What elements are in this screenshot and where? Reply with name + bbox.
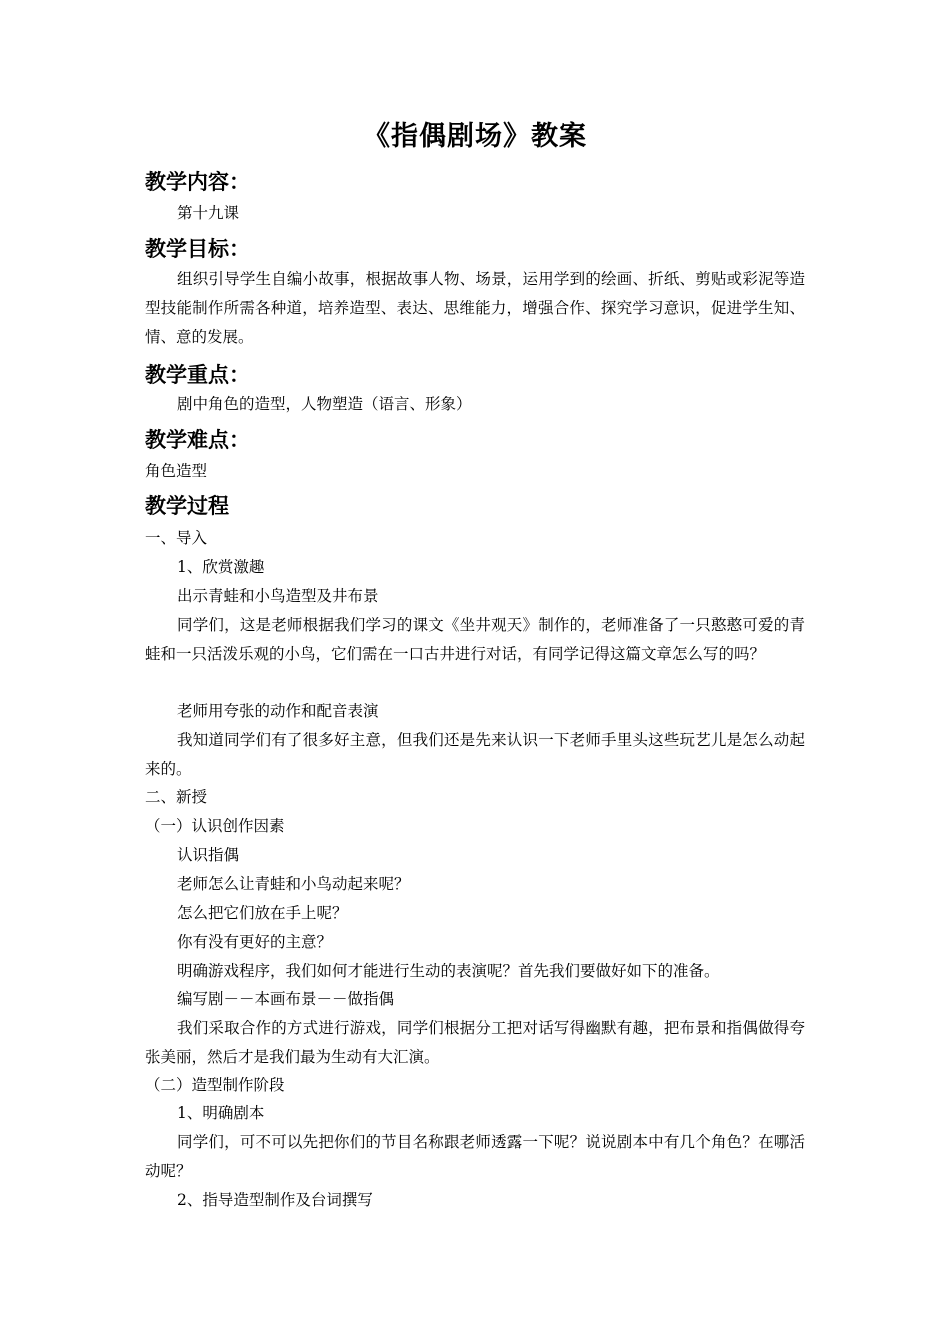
process-paragraph: 我们采取合作的方式进行游戏，同学们根据分工把对话写得幽默有趣，把布景和指偶做得夸张美丽，然后才是我们最为生动有大汇演。: [145, 1019, 805, 1066]
process-step-appreciate: 1、欣赏激趣: [177, 558, 265, 576]
process-paragraph: 同学们，可不可以先把你们的节目名称跟老师透露一下呢？说说剧本中有几个角色？在哪活动呢？: [145, 1133, 805, 1180]
process-paragraph: 老师怎么让青蛙和小鸟动起来呢？: [177, 875, 410, 893]
heading-teaching-content: 教学内容：: [145, 170, 250, 194]
process-paragraph: 怎么把它们放在手上呢？: [177, 904, 348, 922]
heading-teaching-process: 教学过程: [145, 494, 229, 518]
paragraph-teaching-content: 第十九课: [177, 204, 240, 222]
process-paragraph: 出示青蛙和小鸟造型及井布景: [177, 587, 379, 605]
process-subsection-2: （二）造型制作阶段: [145, 1076, 285, 1094]
paragraph-teaching-difficulty: 角色造型: [145, 462, 208, 480]
process-paragraph: 老师用夸张的动作和配音表演: [177, 702, 379, 720]
paragraph-teaching-focus: 剧中角色的造型，人物塑造（语言、形象）: [177, 395, 472, 413]
process-section-new: 二、新授: [145, 788, 208, 806]
paragraph-teaching-goal: 组织引导学生自编小故事，根据故事人物、场景，运用学到的绘画、折纸、剪贴或彩泥等造型技能制作所需各种道，培养造型、表达、思维能力，增强合作、探究学习意识，促进学生知、情、意的发展。: [145, 270, 805, 346]
process-subsection-1: （一）认识创作因素: [145, 817, 285, 835]
process-paragraph: 你有没有更好的主意？: [177, 933, 333, 951]
process-paragraph: 编写剧－－本画布景－－做指偶: [177, 990, 395, 1008]
process-paragraph: 同学们，这是老师根据我们学习的课文《坐井观天》制作的，老师准备了一只憨憨可爱的青蛙和一只活泼乐观的小鸟，它们需在一口古井进行对话，有同学记得这篇文章怎么写的吗？: [145, 616, 805, 663]
process-paragraph: 明确游戏程序，我们如何才能进行生动的表演呢？首先我们要做好如下的准备。: [177, 962, 720, 980]
process-step-guide: 2、指导造型制作及台词撰写: [177, 1191, 373, 1209]
heading-teaching-difficulty: 教学难点：: [145, 428, 250, 452]
process-paragraph: 认识指偶: [177, 846, 240, 864]
document-title: 《指偶剧场》教案: [363, 121, 587, 152]
process-step-script: 1、明确剧本: [177, 1104, 265, 1122]
process-paragraph: 我知道同学们有了很多好主意，但我们还是先来认识一下老师手里头这些玩艺儿是怎么动起来的。: [145, 731, 805, 778]
heading-teaching-goal: 教学目标：: [145, 237, 250, 261]
heading-teaching-focus: 教学重点：: [145, 363, 250, 387]
process-section-intro: 一、导入: [145, 529, 208, 547]
